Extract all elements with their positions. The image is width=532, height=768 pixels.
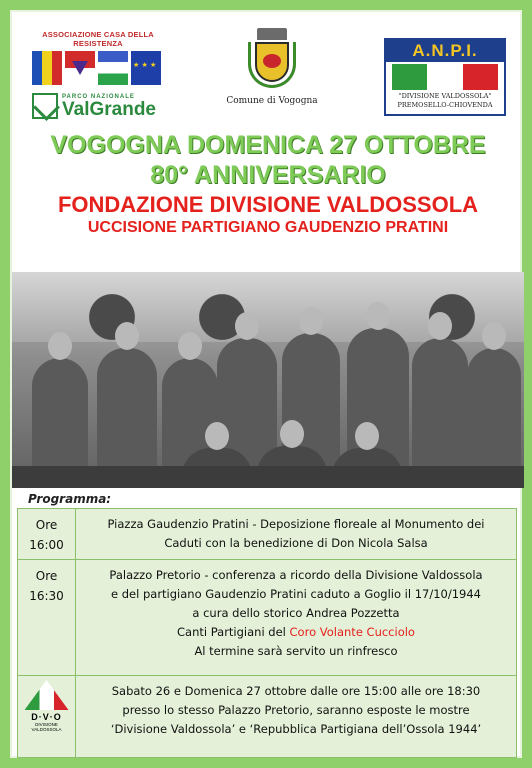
assoc-logo xyxy=(32,30,172,119)
flag-icon xyxy=(32,51,62,85)
time-cell xyxy=(18,509,76,560)
comune-name: Comune di Vogogna xyxy=(226,96,318,106)
desc-line: presso lo stesso Palazzo Pretorio, saranno esposte le mostre xyxy=(122,703,470,717)
dvo-text: D·V·O xyxy=(31,712,62,722)
coro-name: Coro Volante Cucciolo xyxy=(289,625,415,639)
assoc-title: ASSOCIAZIONE CASA DELLA RESISTENZA xyxy=(42,30,154,48)
title-uccisione: UCCISIONE PARTIGIANO GAUDENZIO PRATINI xyxy=(87,219,449,236)
table-row xyxy=(18,509,517,560)
programma-table xyxy=(17,508,517,758)
desc-line: e del partigiano Gaudenzio Pratini caduto a Goglio il 17/10/1944 xyxy=(111,587,481,601)
desc-cell xyxy=(76,560,517,676)
time-label: Ore xyxy=(35,569,58,583)
eu-flag-icon xyxy=(131,51,161,85)
poster xyxy=(10,10,522,758)
desc-line: a cura dello storico Andrea Pozzetta xyxy=(192,606,400,620)
desc-line: Palazzo Pretorio - conferenza a ricordo della Divisione Valdossola xyxy=(109,568,483,582)
desc-line: Al termine sarà servito un rinfresco xyxy=(194,644,398,658)
dvo-small: DIVISIONE VALDOSSOLA xyxy=(31,722,62,732)
title-block xyxy=(12,130,524,238)
historical-photo xyxy=(12,272,524,488)
time-value: 16:30 xyxy=(29,589,64,603)
anpi-title: A.N.P.I. xyxy=(386,40,504,62)
flag-icon xyxy=(65,51,95,85)
title-anniversary: 80° ANNIVERSARIO xyxy=(150,161,386,189)
programma-label: Programma: xyxy=(28,492,112,506)
italian-flag-icon xyxy=(392,64,498,90)
table-row xyxy=(18,560,517,676)
desc-line: Piazza Gaudenzio Pratini - Deposizione floreale al Monumento dei xyxy=(107,517,485,531)
header-logos xyxy=(12,12,524,130)
parco-icon xyxy=(32,93,58,119)
parco-logo xyxy=(32,93,172,119)
desc-cell xyxy=(76,509,517,560)
time-label: Ore xyxy=(35,518,58,532)
comune-logo xyxy=(217,28,327,106)
time-value: 16:00 xyxy=(29,538,64,552)
flag-icon xyxy=(98,51,128,85)
dvo-cell xyxy=(18,676,76,758)
canti-line xyxy=(82,623,510,642)
desc-line: Sabato 26 e Domenica 27 ottobre dalle ore 15:00 alle ore 18:30 xyxy=(111,684,481,698)
table-row xyxy=(18,676,517,758)
title-fondazione: FONDAZIONE DIVISIONE VALDOSSOLA xyxy=(57,192,479,217)
canti-prefix: Canti Partigiani del xyxy=(177,625,290,639)
time-cell xyxy=(18,560,76,676)
parco-small-label: PARCO NAZIONALE xyxy=(62,93,135,100)
crest-icon xyxy=(250,28,294,90)
flags-row xyxy=(32,51,172,85)
desc-cell xyxy=(76,676,517,758)
dvo-logo-icon xyxy=(25,680,69,734)
title-date: VOGOGNA DOMENICA 27 OTTOBRE xyxy=(50,131,486,159)
desc-line: ‘Divisione Valdossola’ e ‘Repubblica Partigiana dell’Ossola 1944’ xyxy=(110,722,482,736)
anpi-line-2: PREMOSELLO-CHIOVENDA xyxy=(397,101,493,109)
anpi-logo xyxy=(384,38,506,116)
desc-line: Caduti con la benedizione di Don Nicola Salsa xyxy=(164,536,428,550)
anpi-line-1: "DIVISIONE VALDOSSOLA" xyxy=(398,92,492,100)
parco-name: ValGrande xyxy=(62,98,156,120)
